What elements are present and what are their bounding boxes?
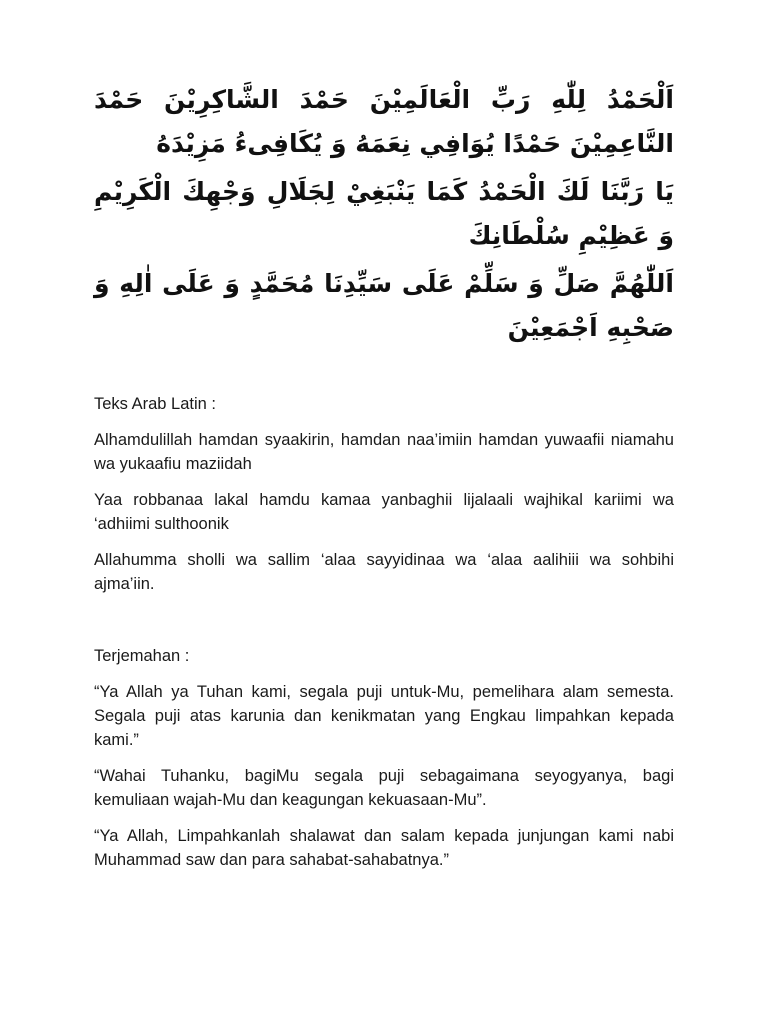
document-page xyxy=(94,78,674,872)
translation-paragraph-3: “Ya Allah, Limpahkanlah shalawat dan salam kepada junjungan kami nabi Muhammad saw dan para sahabat-sahabatnya.” xyxy=(94,827,674,869)
translation-heading: Terjemahan : xyxy=(94,647,190,665)
latin-paragraph-1: Alhamdulillah hamdan syaakirin, hamdan naa’imiin hamdan yuwaafii niamahu wa yukaafiu maziidah xyxy=(94,431,674,473)
arabic-line-1: اَلْحَمْدُ لِلّٰهِ رَبِّ الْعَالَمِيْنَ حَمْدَ الشَّاكِرِيْنَ حَمْدَ النَّاعِمِيْنَ حَمْدًا يُوَافِي نِعَمَهُ وَ يُكَافِىءُ مَزِيْدَهُ xyxy=(94,85,674,158)
latin-paragraph-2: Yaa robbanaa lakal hamdu kamaa yanbaghii lijalaali wajhikal kariimi wa ‘adhiimi sulthoonik xyxy=(94,491,674,533)
latin-paragraph-3: Allahumma sholli wa sallim ‘alaa sayyidinaa wa ‘alaa aalihiii wa sohbihi ajma’iin. xyxy=(94,551,674,593)
arabic-line-3: اَللّٰهُمَّ صَلِّ وَ سَلِّمْ عَلَى سَيِّدِنَا مُحَمَّدٍ وَ عَلَى اٰلِهِ وَ صَحْبِهِ اَجْمَعِيْنَ xyxy=(94,269,674,342)
latin-section xyxy=(94,392,674,872)
translation-paragraph-1: “Ya Allah ya Tuhan kami, segala puji untuk-Mu, pemelihara alam semesta. Segala puji atas karunia dan kenikmatan yang Engkau limpahkan kepada kami.” xyxy=(94,683,674,749)
latin-heading: Teks Arab Latin : xyxy=(94,395,216,413)
arabic-prayer xyxy=(94,78,674,350)
arabic-line-2: يَا رَبَّنَا لَكَ الْحَمْدُ كَمَا يَنْبَغِيْ لِجَلَالِ وَجْهِكَ الْكَرِيْمِ وَ عَظِيْمِ سُلْطَانِكَ xyxy=(94,177,674,250)
translation-paragraph-2: “Wahai Tuhanku, bagiMu segala puji sebagaimana seyogyanya, bagi kemuliaan wajah-Mu dan keagungan kekuasaan-Mu”. xyxy=(94,767,674,809)
